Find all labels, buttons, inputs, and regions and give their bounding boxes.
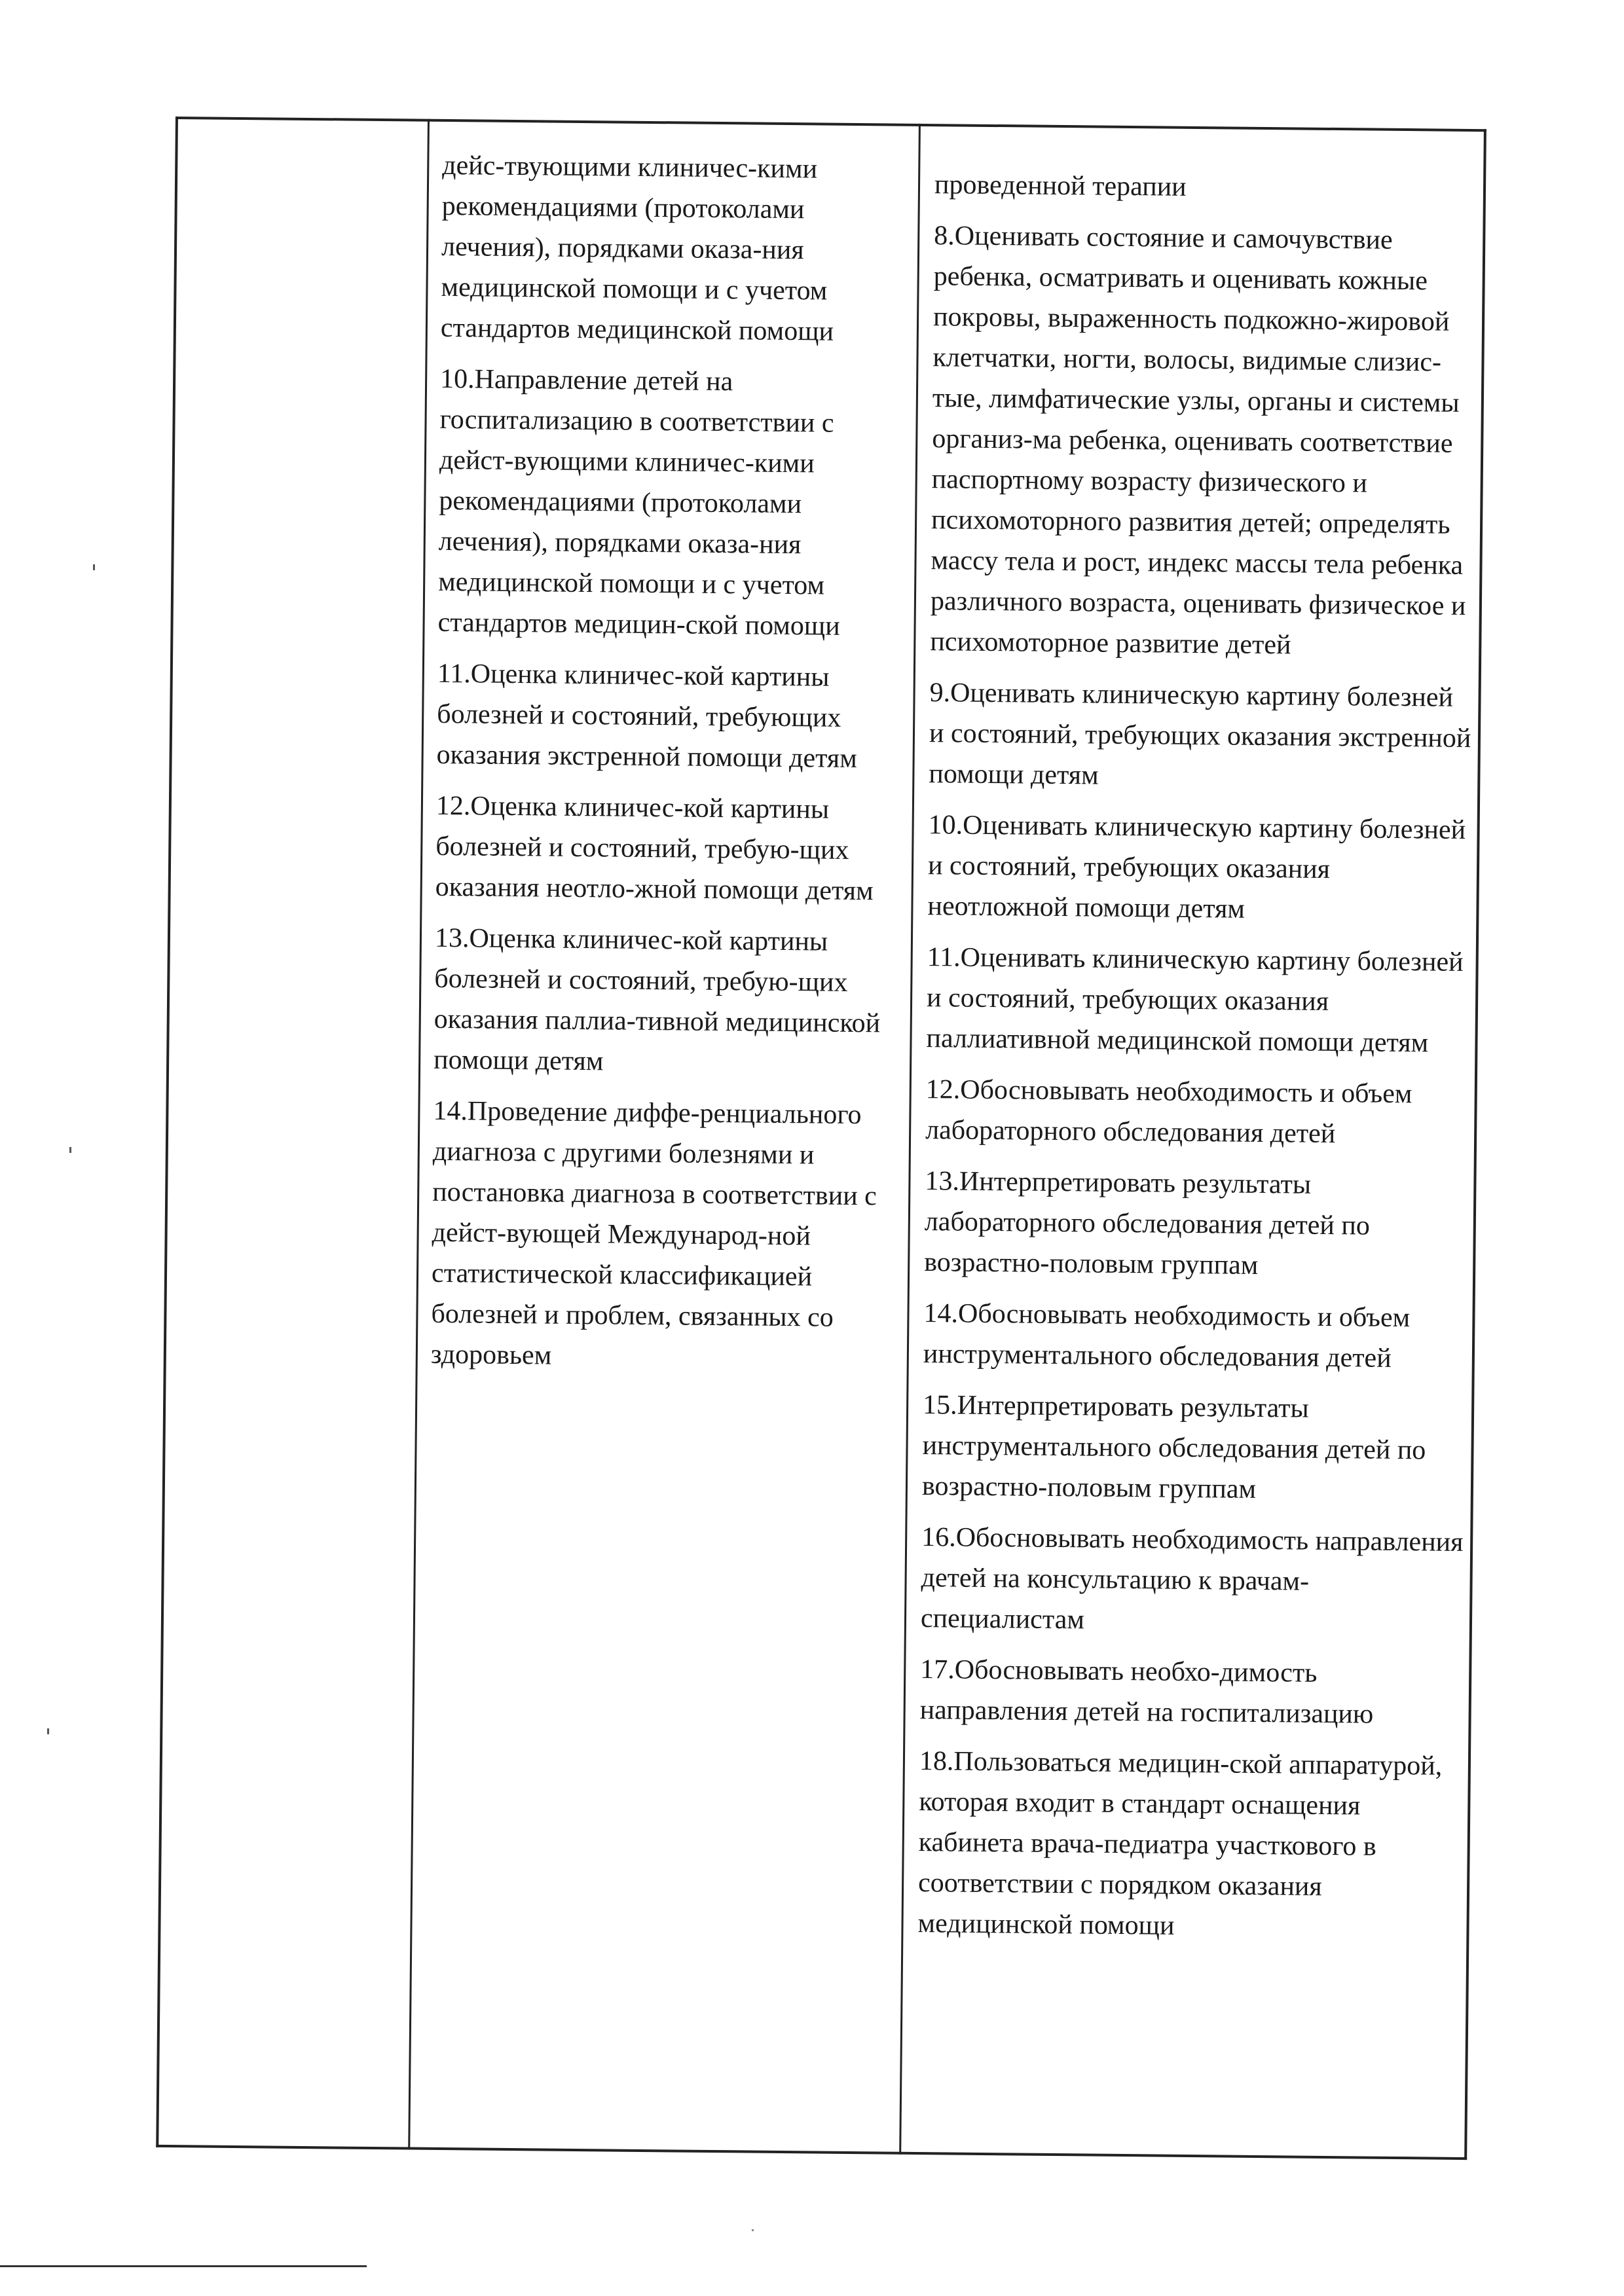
table-cell-paragraph: 10.Направление детей на госпитализацию в соответствии с дейст-вующими клиничес-кими рекомендациями (протоколами лечения), порядками оказа-ния медицинской помощи и с учетом стандартов медицин-ской помощи	[437, 363, 840, 642]
table-cell-paragraph: 18.Пользоваться медицин-ской аппаратурой, которая входит в стандарт оснащения кабинета врача-педиатра участкового в соответствии с порядком оказания медицинской помощи	[917, 1746, 1443, 1941]
table-cell-paragraph: 12.Обосновывать необходимость и объем лабораторного обследования детей	[925, 1074, 1412, 1150]
table-cell-paragraph: 15.Интерпретировать результаты инструментального обследования детей по возрастно-половым группам	[921, 1390, 1426, 1504]
column-divider-1	[408, 119, 430, 2150]
table-cell-paragraph: проведенной терапии	[934, 170, 1187, 202]
labor-actions-column	[430, 145, 908, 1390]
scan-mark	[93, 564, 95, 570]
table-cell-paragraph: 9.Оценивать клиническую картину болезней и состояний, требующих оказания экстренной помощи детям	[929, 678, 1471, 791]
table-cell-paragraph: 14.Проведение диффе-ренциального диагноза с другими болезнями и постановка диагноза в соответствии с дейст-вующей Международ-ной статистической классификацией болезней и проблем, связанных со здоровьем	[430, 1095, 877, 1371]
table-cell-paragraph: 10.Оценивать клиническую картину болезней и состояний, требующих оказания неотложной помощи детям	[927, 810, 1466, 924]
table-border-bottom	[156, 2145, 1467, 2160]
table-cell-paragraph: 14.Обосновывать необходимость и объем инструментального обследования детей	[923, 1298, 1411, 1374]
table-cell-paragraph: 17.Обосновывать необхо-димость направления детей на госпитализацию	[919, 1654, 1374, 1730]
table-cell-paragraph: 13.Интерпретировать результаты лабораторного обследования детей по возрастно-половым группам	[924, 1166, 1371, 1281]
table-border-top	[175, 117, 1486, 132]
table-cell-paragraph: 11.Оценивать клиническую картину болезней и состояний, требующих оказания паллиативной медицинской помощи детям	[926, 942, 1464, 1059]
required-skills-column	[917, 150, 1478, 1959]
table-cell-paragraph: 13.Оценка клиничес-кой картины болезней и состояний, требую-щих оказания паллиа-тивной медицинской помощи детям	[433, 922, 881, 1077]
table-cell-paragraph: 8.Оценивать состояние и самочувствие ребенка, осматривать и оценивать кожные покровы, выраженность подкожно-жировой клетчатки, ногти, волосы, видимые слизис-тые, лимфатические узлы, органы и системы организ-ма ребенка, оценивать соответствие паспортному возрасту физического и психомоторного развития детей; определять массу тела и рост, индекс массы тела ребенка различного возраста, оценивать физическое и психомоторное развитие детей	[930, 221, 1466, 661]
table-cell-paragraph: 16.Обосновывать необходимость направления детей на консультацию к врачам-специалистам	[920, 1522, 1464, 1635]
competency-table	[156, 117, 1486, 2160]
table-cell-paragraph: 11.Оценка клиничес-кой картины болезней и состояний, требующих оказания экстренной помощи детям	[436, 658, 858, 774]
table-border-left	[156, 117, 178, 2147]
scan-mark	[69, 1147, 71, 1153]
scan-mark	[47, 1728, 49, 1734]
table-cell-paragraph: дейс-твующими клиничес-кими рекомендациями (протоколами лечения), порядками оказа-ния медицинской помощи и с учетом стандартов медицинской помощи	[440, 150, 834, 347]
bottom-rule-line	[0, 2265, 367, 2267]
table-cell-paragraph: 12.Оценка клиничес-кой картины болезней и состояний, требую-щих оказания неотло-жной помощи детям	[435, 790, 874, 907]
scan-speck	[752, 2229, 754, 2231]
